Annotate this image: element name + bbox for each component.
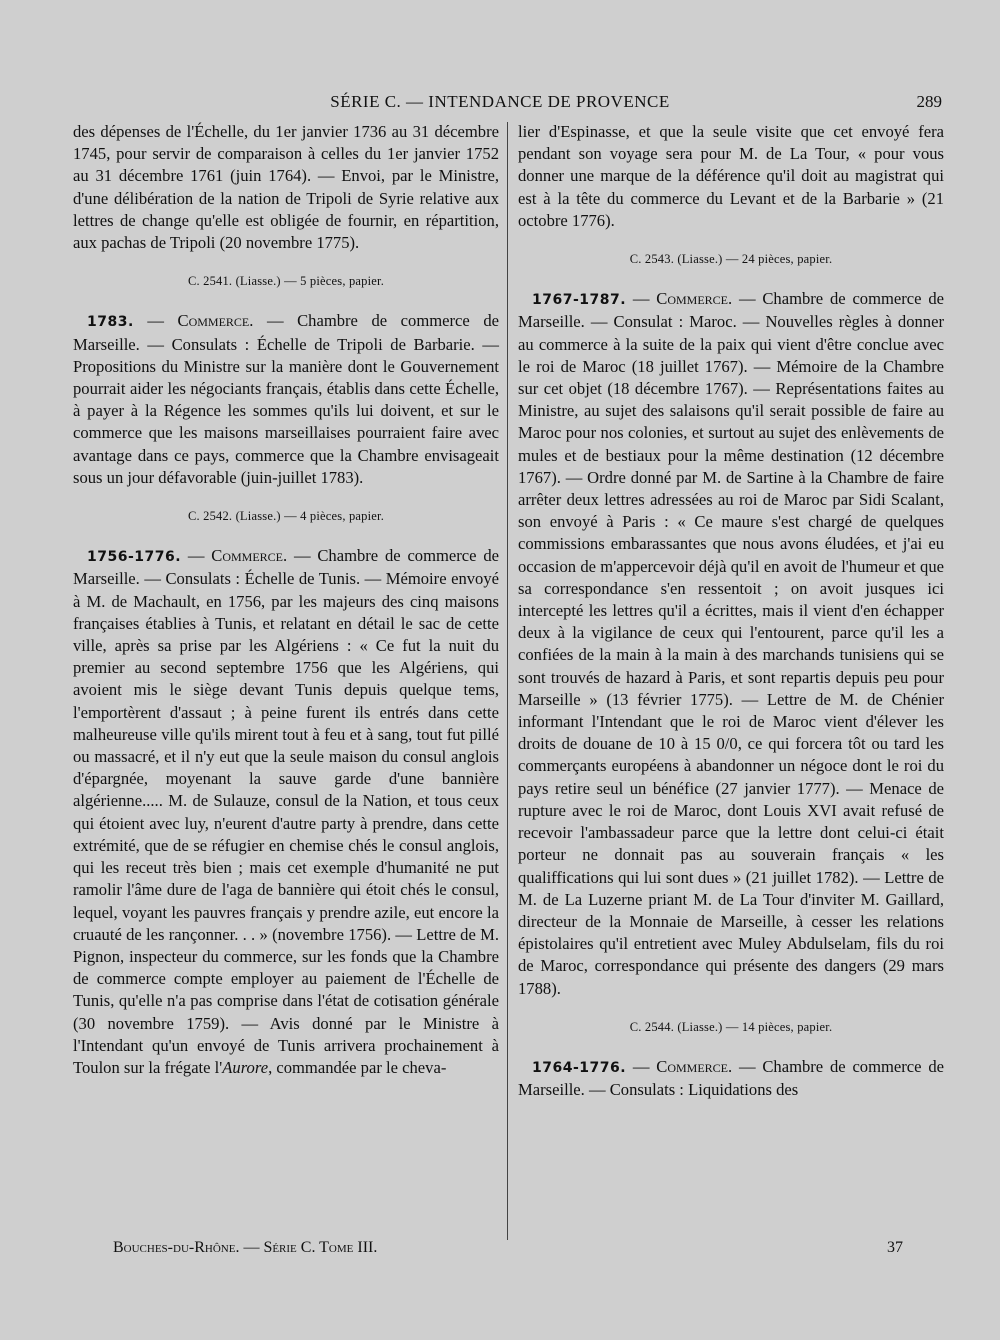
archive-entry: 1756-1776. — Commerce. — Chambre de commerce de Marseille. — Consulats : Échelle de Tunis. — Mémoire envoyé à M. de Machault, en 1756, par les majeurs des cinq maisons françaises établies à Tunis, et relatant en détail le sac de cette ville, après sa prise par les Algériens : « Ce fut la nuit du premier au second septembre 1756 que les Algériens, qui avoient mis le siège devant Tunis depuis quelque tems, l'emportèrent d'assaut ; à peine furent ils entrés dans cette malheureuse ville qu'ils mirent tout à feu et à sang, tout fut pillé ou massacré, et il n'y eut que la seule maison du consul anglois d'épargnée, moyenant la sauve garde d'une bannière algérienne..... M. de Sulauze, consul de la Nation, et tous ceux qui étoient avec luy, n'eurent d'autre party à prendre, dans cette extrémité, que de se réfugier en chemise chés le consul anglois, qui les receut très bien ; mais cet exemple d'humanité ne put ramolir l'âme dure de l'aga de bannière qui étoit chés le consul, lequel, voyant les pauvres français y prendre azile, eut encore la cruauté de les rançonner. . . » (novembre 1756). — Lettre de M. Pignon, inspecteur du commerce, sur les fonds que la Chambre de commerce compte employer au paiement de l'Échelle de Tunis, qu'elle n'a pas comprise dans l'état de cotisation générale (30 novembre 1759). — Avis donné par le Ministre à l'Intendant qu'un envoyé de Tunis arrivera prochainement à Toulon sur la frégate l'Aurore, commandée par le cheva- <box>73 546 499 1077</box>
left-column <box>73 121 499 1079</box>
archive-reference: C. 2541. (Liasse.) — 5 pièces, papier. <box>187 274 385 289</box>
right-continuation-text: lier d'Espinasse, et que la seule visite que cet envoyé fera pendant son voyage sera pour M. de La Tour, « pour vous donner une marque de la déférence qu'il doit au magistrat qui est à la tête du commerce du Levant et de la Barbarie » (21 octobre 1776). <box>518 122 944 230</box>
archive-entry: 1767-1787. — Commerce. — Chambre de commerce de Marseille. — Consulat : Maroc. — Nouvelles règles à donner au commerce à la suite de la paix qui vient d'être conclue avec le roi de Maroc (18 juillet 1767). — Mémoire de la Chambre sur cet objet (18 décembre 1767). — Représentations faites au Ministre, au sujet des salaisons qu'il serait possible de faire au Maroc pour nos colonies, et surtout au sujet des enlèvements de mules et de bestiaux pour la même destination (12 décembre 1767). — Ordre donné par M. de Sartine à la Chambre de faire arrêter deux lettres adressées au roi de Maroc par Sidi Scalant, son envoyé à Paris : « Ce maure s'est chargé de quelques commissions embarassantes que nous avons éludées, et j'ai eu occasion de m'appercevoir déjà qu'il en avoit de l'humeur et que sa correspondance s'en ressentoit ; on avoit jusques ici intercepté les lettres qu'il a écrittes, mais il vient d'en échapper deux à la vigilance de ceux qui l'entourent, parce qu'il les a confiées de la main à la main à des marchands tunisiens qui se sont trouvés de hazard à Paris, et sont repartis depuis peu pour Marseille » (13 février 1775). — Lettre de M. de Chénier informant l'Intendant que le roi de Maroc vient d'élever les droits de douane de 10 à 15 0/0, ce qui forcera tôt ou tard les commerçants européens à abandonner un négoce dont le roi du pays retire seul un bénéfice (27 janvier 1777). — Menace de rupture avec le roi de Maroc, dont Louis XVI avait refusé de recevoir l'ambassadeur parce que la lettre dont celui-ci était porteur ne donnait pas au souverain français « les qualiffications qui lui sont dues » (21 juillet 1782). — Lettre de M. de La Luzerne priant M. de La Tour d'inviter M. Gaillard, directeur de la Monnaie de Marseille, à cesser les relations épistolaires qu'il entretient avec Muley Abdulselam, fils du roi de Maroc, correspondance qui présente des dangers (29 mars 1788). <box>518 289 944 998</box>
footer-sheet-number: 37 <box>887 1239 903 1256</box>
entry-text: — Chambre de commerce de Marseille. — Consulat : Maroc. — Nouvelles règles à donner au commerce à la suite de la paix qui vient d'être conclue avec le roi de Maroc (18 juillet 1767). — Mémoire de la Chambre sur cet objet (18 décembre 1767). — Représentations faites au Ministre, au sujet des salaisons qu'il serait possible de faire au Maroc pour nos colonies, et surtout au sujet des enlèvements de mules et de bestiaux pour la même destination (12 décembre 1767). — Ordre donné par M. de Sartine à la Chambre de faire arrêter deux lettres adressées au roi de Maroc par Sidi Scalant, son envoyé à Paris : « Ce maure s'est chargé de quelques commissions embarassantes que nous avons éludées, et j'ai eu occasion de m'appercevoir déjà qu'il en avoit de l'humeur et que sa correspondance s'en ressentoit ; on avoit jusques ici intercepté les lettres qu'il a écrittes, mais il vient d'en échapper deux à la vigilance de ceux qui l'entourent, parce qu'il les a confiées de la main à la main à des marchands tunisiens qui se sont trouvés de hazard à Paris, et sont repartis depuis peu pour Marseille » (13 février 1775). — Lettre de M. de Chénier informant l'Intendant que le roi de Maroc vient d'élever les droits de douane de 10 à 15 0/0, ce qui forcera tôt ou tard les commerçants européens à abandonner un négoce dont le roi du pays retire seul un bénéfice (27 janvier 1777). — Menace de rupture avec le roi de Maroc, dont Louis XVI avait refusé de recevoir l'ambassadeur parce que la lettre dont celui-ci était porteur ne donnait pas au souverain français « les qualiffications qui lui sont dues » (21 juillet 1782). — Lettre de M. de La Luzerne priant M. de La Tour d'inviter M. Gaillard, directeur de la Monnaie de Marseille, à cesser les relations épistolaires qu'il entretient avec Muley Abdulselam, fils du roi de Maroc, correspondance qui présente des dangers (29 mars 1788). <box>518 289 944 998</box>
entry-text: — Chambre de commerce de Marseille. — Consulats : Échelle de Tunis. — Mémoire envoyé à M. de Machault, en 1756, par les majeurs des cinq maisons françaises établies à Tunis, et relatant en détail le sac de cette ville, après sa prise par les Algériens : « Ce fut la nuit du premier au second septembre 1756 que les Algériens, qui avoient mis le siège devant Tunis depuis quelque tems, l'emportèrent d'assaut ; à peine furent ils entrés dans cette malheureuse ville qu'ils mirent tout à feu et à sang, tout fut pillé ou massacré, et il n'y eut que la seule maison du consul anglois d'épargnée, moyenant la sauve garde d'une bannière algérienne..... M. de Sulauze, consul de la Nation, et tous ceux qui étoient avec luy, n'eurent d'autre party à prendre, dans cette extrémité, que de se réfugier en chemise chés le consul anglois, qui les receut très bien ; mais cet exemple d'humanité ne put ramolir l'âme dure de l'aga de bannière qui étoit chés le consul, lequel, voyant les pauvres français y prendre azile, eut encore la cruauté de les rançonner. . . » (novembre 1756). — Lettre de M. Pignon, inspecteur du commerce, sur les fonds que la Chambre de commerce compte employer au paiement de l'Échelle de Tunis, qu'elle n'a pas comprise dans l'état de cotisation générale (30 novembre 1759). — Avis donné par le Ministre à l'Intendant qu'un envoyé de Tunis arrivera prochainement à Toulon sur la frégate l' <box>73 546 499 1077</box>
entry-category: Commerce. <box>211 546 288 566</box>
running-head <box>0 92 1000 116</box>
page-footer <box>113 1239 903 1263</box>
footer-series-title: Bouches-du-Rhône. — Série C. Tome III. <box>113 1239 378 1256</box>
archive-entry: 1783. — Commerce. — Chambre de commerce de Marseille. — Consulats : Échelle de Tripoli de Barbarie. — Propositions du Ministre sur la manière dont le Gouvernement pourrait aider les négociants français, établis dans cette Échelle, à payer à la Régence les sommes qu'ils lui doivent, et sur le commerce que les maisons marseillaises pourraient faire avec avantage dans ce pays, commerce que la Chambre envisageait sous un jour défavorable (juin-juillet 1783). <box>73 311 499 487</box>
archive-reference: C. 2544. (Liasse.) — 14 pièces, papier. <box>629 1019 833 1034</box>
column-divider <box>507 122 508 1240</box>
right-column <box>518 121 944 1101</box>
entry-date: 1767-1787. <box>532 292 627 309</box>
entry-category: Commerce. <box>656 1056 733 1076</box>
ship-name: Aurore <box>222 1057 269 1077</box>
entry-category: Commerce. <box>177 311 254 331</box>
left-continuation-text: des dépenses de l'Échelle, du 1er janvier 1736 au 31 décembre 1745, pour servir de comparaison à celles du 1er janvier 1752 au 31 décembre 1761 (juin 1764). — Envoi, par le Ministre, d'une délibération de la nation de Tripoli de Syrie relative aux lettres de change qu'elle est obligée de fournir, en répartition, aux pachas de Tripoli (20 novembre 1775). <box>73 122 499 253</box>
page-number: 289 <box>916 92 942 111</box>
entry-date: 1764-1776. <box>532 1059 627 1076</box>
entry-date: 1783. <box>87 314 134 331</box>
entry-text: — Chambre de commerce de Marseille. — Consulats : Échelle de Tripoli de Barbarie. — Propositions du Ministre sur la manière dont le Gouvernement pourrait aider les négociants français, établis dans cette Échelle, à payer à la Régence les sommes qu'ils lui doivent, et sur le commerce que les maisons marseillaises pourraient faire avec avantage dans ce pays, commerce que la Chambre envisageait sous un jour défavorable (juin-juillet 1783). <box>73 311 499 487</box>
entry-date: 1756-1776. <box>87 549 182 566</box>
archive-reference: C. 2542. (Liasse.) — 4 pièces, papier. <box>187 509 385 524</box>
archive-entry: 1764-1776. — Commerce. — Chambre de commerce de Marseille. — Consulats : Liquidations des <box>518 1056 944 1100</box>
entry-text-tail: , commandée par le cheva- <box>268 1057 447 1077</box>
entry-category: Commerce. <box>656 289 733 309</box>
archive-reference: C. 2543. (Liasse.) — 24 pièces, papier. <box>629 252 833 267</box>
entry-text: — Chambre de commerce de Marseille. — Consulats : Liquidations des <box>518 1056 944 1100</box>
page-header-title: SÉRIE C. — INTENDANCE DE PROVENCE <box>330 92 670 111</box>
